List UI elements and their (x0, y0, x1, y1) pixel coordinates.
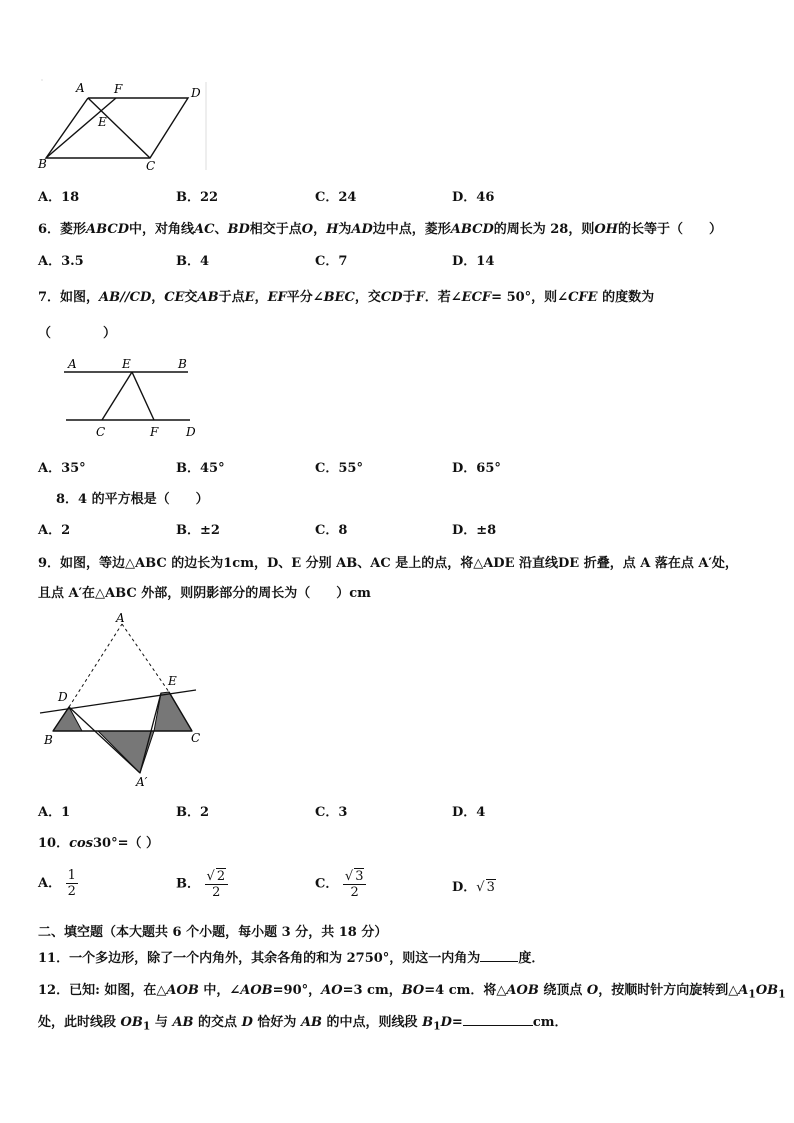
q6-var: AD (351, 222, 373, 237)
q7-text: 交 (184, 290, 198, 305)
q7-text: 于 (402, 290, 416, 305)
q6-option-c[interactable]: C．7 (315, 254, 348, 269)
q5-label-E: E (98, 115, 107, 129)
q7-text: 平分∠ (286, 290, 324, 305)
q12-text: =4 cm．将△ (424, 983, 507, 998)
q12-answer-blank[interactable] (463, 1013, 533, 1026)
q7-option-d[interactable]: D．65° (452, 461, 501, 476)
q5-label-C: C (146, 159, 156, 173)
q9-option-a[interactable]: A．1 (38, 805, 71, 820)
q12-text: 的中点，则线段 (322, 1015, 423, 1030)
q10-option-d-label: D． (452, 880, 477, 895)
q6-text: 边中点，菱形 (372, 222, 451, 237)
q7-text: 的度数为 (597, 290, 655, 305)
q7-var: CD (129, 290, 152, 305)
q7-option-c[interactable]: C．55° (315, 461, 363, 476)
q9-option-d[interactable]: D．4 (452, 805, 486, 820)
q6-var: ABCD (450, 222, 494, 237)
q12-subscript: 1 (778, 987, 786, 1001)
q7-var: EF (267, 290, 287, 305)
q12-subscript: 1 (142, 1019, 151, 1033)
q5-label-F: F (114, 82, 123, 96)
q6-var: ABCD (86, 222, 129, 237)
q7-var: F (415, 290, 425, 305)
q6-text: 相交于点 (249, 222, 302, 237)
fraction-denominator: 2 (212, 885, 221, 900)
q7-text: = 50°，则∠ (491, 290, 569, 305)
q12-text: =90°， (272, 983, 322, 998)
fraction-denominator: 2 (67, 884, 76, 899)
q9-option-b[interactable]: B．2 (176, 805, 210, 820)
q7-var: AB (99, 290, 121, 305)
q10-option-b-label: B． (176, 876, 200, 892)
q7-var: AB (197, 290, 219, 305)
q5-label-B: B (38, 157, 47, 171)
q7-text: 7．如图， (38, 290, 100, 305)
q12-text: ，按顺时针方向旋转到△ (598, 983, 739, 998)
fraction-numerator: √ 2 (205, 868, 229, 885)
q10-option-d[interactable] (452, 876, 496, 895)
q10-option-c-fraction (343, 868, 367, 900)
q7-var: CFE (568, 290, 598, 305)
q12-text: 恰好为 (252, 1015, 301, 1030)
q11-answer-blank[interactable] (480, 949, 518, 962)
q6-option-d[interactable]: D．14 (452, 254, 495, 269)
q9-label-D: D (58, 690, 68, 704)
q8-option-a[interactable]: A．2 (38, 523, 71, 538)
q8-option-d[interactable]: D．±8 (452, 523, 497, 538)
q5-option-c[interactable]: C．24 (315, 190, 357, 205)
q12-var: OB (755, 983, 779, 998)
q12-question-line1 (38, 979, 786, 1001)
q12-var: AOB (240, 983, 273, 998)
q12-text: = (451, 1015, 463, 1030)
q9-folded-triangle-figure (36, 612, 212, 792)
q6-var: BD (227, 222, 250, 237)
q12-var: B (422, 1015, 434, 1030)
q7-text: ，交 (354, 290, 381, 305)
q6-question (38, 218, 722, 237)
q5-option-b[interactable]: B．22 (176, 190, 219, 205)
q6-option-a[interactable]: A．3.5 (38, 254, 84, 269)
q11-text: 度． (518, 951, 545, 966)
q7-label-A: A (68, 357, 77, 371)
q12-var: D (241, 1015, 253, 1030)
q7-label-B: B (178, 357, 187, 371)
q9-question-line2: 且点 A′在△ABC 外部，则阴影部分的周长为（ ）cm (38, 586, 371, 601)
q7-option-b[interactable]: B．45° (176, 461, 225, 476)
q12-text: 12．已知: 如图，在△ (38, 983, 167, 998)
q10-number: 10． (38, 836, 70, 851)
q7-parallel-lines-figure (60, 354, 210, 440)
q7-text: 于点 (218, 290, 245, 305)
q5-label-A: A (76, 81, 85, 95)
q6-text: 的周长为 28，则 (493, 222, 595, 237)
q7-text: ．若∠ (424, 290, 462, 305)
q9-label-B: B (44, 733, 53, 747)
q9-question-line1: 9．如图，等边△ABC 的边长为1cm，D、E 分别 AB、AC 是上的点，将△ADE 沿直线DE 折叠，点 A 落在点 A′处， (38, 556, 738, 571)
q5-option-d[interactable]: D．46 (452, 190, 495, 205)
q10-option-c-label: C． (315, 876, 339, 892)
q10-option-a-fraction (66, 868, 78, 899)
q12-var: A (738, 983, 749, 998)
q7-var: CE (164, 290, 185, 305)
q12-subscript: 1 (433, 1019, 441, 1033)
q10-option-b-fraction (205, 868, 229, 900)
q12-text: 中，∠ (198, 983, 241, 998)
q10-option-b[interactable] (176, 868, 228, 900)
q5-option-a[interactable]: A．18 (38, 190, 80, 205)
radicand: 3 (486, 880, 495, 895)
q7-var: BEC (323, 290, 355, 305)
q8-question: 8．4 的平方根是（ ） (56, 492, 209, 507)
q10-option-a-label: A． (38, 876, 62, 891)
q6-var: AC (194, 222, 215, 237)
fraction-denominator: 2 (350, 885, 359, 900)
q6-option-b[interactable]: B．4 (176, 254, 210, 269)
q5-label-D: D (191, 86, 201, 100)
q7-var: E (244, 290, 255, 305)
radicand: 2 (216, 869, 226, 884)
q7-text: ， (151, 290, 165, 305)
q7-option-a[interactable]: A．35° (38, 461, 86, 476)
q12-text: cm． (532, 1015, 568, 1030)
fraction-numerator: 1 (67, 868, 76, 883)
q8-option-b[interactable]: B．±2 (176, 523, 220, 538)
q7-var: // (120, 290, 130, 305)
q6-text: 的长等于（ ） (617, 222, 722, 237)
q12-var: OB (120, 1015, 143, 1030)
q7-label-C: C (96, 425, 106, 439)
q12-var: D (440, 1015, 452, 1030)
q6-var: O (301, 222, 314, 237)
q9-label-A: A (116, 612, 125, 625)
q6-text: 6．菱形 (38, 222, 87, 237)
q6-text: 为 (338, 222, 352, 237)
q7-var: ECF (461, 290, 492, 305)
q7-label-F: F (150, 425, 159, 439)
q9-label-E: E (168, 674, 177, 688)
q12-var: AOB (166, 983, 199, 998)
q12-text: 处，此时线段 (38, 1015, 121, 1030)
q6-var: H (326, 222, 339, 237)
q12-text: 绕顶点 (538, 983, 587, 998)
q7-question (38, 286, 654, 305)
q12-text: =3 cm， (342, 983, 402, 998)
q7-text: ， (254, 290, 268, 305)
q7-label-D: D (186, 425, 196, 439)
q12-question-line2 (38, 1011, 567, 1033)
q6-text: 、 (214, 222, 228, 237)
q6-text: 中，对角线 (128, 222, 194, 237)
q12-var: O (586, 983, 599, 998)
radicand: 3 (355, 869, 364, 884)
section-fill-in-heading: 二、填空题（本大题共 6 个小题，每小题 3 分，共 18 分） (38, 925, 388, 940)
q5-parallelogram-figure (30, 78, 215, 174)
q10-func: cos (69, 836, 93, 851)
q12-var: AO (321, 983, 343, 998)
q12-text: 的交点 (193, 1015, 242, 1030)
q12-var: AB (172, 1015, 194, 1030)
q6-text: ， (313, 222, 327, 237)
q12-var: AB (300, 1015, 323, 1030)
sqrt-symbol: √ (476, 880, 485, 895)
q12-var: BO (401, 983, 425, 998)
q7-answer-paren: （ ） (38, 326, 117, 341)
q10-option-c[interactable] (315, 868, 366, 900)
q9-label-C: C (191, 731, 201, 745)
q10-option-a[interactable] (38, 868, 78, 899)
q7-var: CD (380, 290, 403, 305)
q10-question (38, 832, 159, 851)
q10-text: 30°=（ ） (93, 836, 160, 851)
q12-text: 与 (150, 1015, 173, 1030)
q12-subscript: 1 (748, 987, 756, 1001)
q12-var: AOB (506, 983, 539, 998)
q6-var: OH (594, 222, 618, 237)
q7-label-E: E (122, 357, 131, 371)
q9-label-A-prime: A′ (136, 775, 148, 789)
q11-text: 11．一个多边形，除了一个内角外，其余各角的和为 2750°，则这一内角为 (38, 951, 481, 966)
q9-option-c[interactable]: C．3 (315, 805, 348, 820)
fraction-numerator: √ 3 (343, 868, 367, 885)
q8-option-c[interactable]: C．8 (315, 523, 348, 538)
q11-question (38, 947, 544, 966)
